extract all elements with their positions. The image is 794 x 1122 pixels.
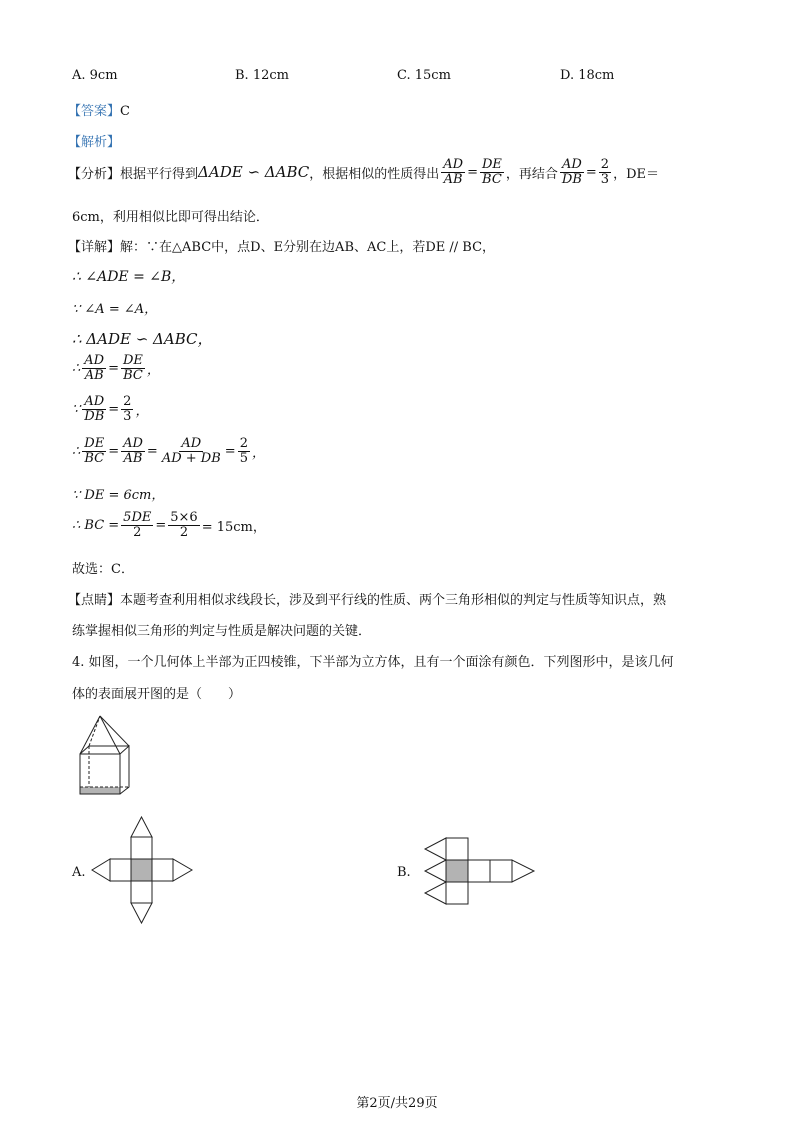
answer-value: C: [120, 104, 130, 119]
equals-sign: =: [108, 443, 120, 459]
step8-suffix: = 15cm，: [201, 519, 266, 535]
step6-frac-2: $\frac{AD}{AB}$: [123, 436, 143, 466]
q4-option-b-label: B.: [397, 865, 411, 880]
equals-sign: =: [108, 360, 119, 376]
fenxi-frac-1: $\frac{AD}{AB}$: [443, 157, 464, 187]
therefore-sign: ∴: [72, 443, 81, 459]
option-d: D. 18cm: [560, 68, 615, 83]
equals-sign: =: [155, 517, 167, 533]
shaded-face: [80, 787, 120, 794]
step-1: ∴ ∠ADE = ∠B，: [72, 269, 186, 285]
equals-sign: =: [224, 443, 236, 459]
fenxi-line-2: 6cm，利用相似比即可得出结论．: [72, 210, 269, 225]
step-4: [72, 354, 160, 382]
equals-sign: =: [108, 401, 120, 417]
fenxi-line: [68, 158, 659, 186]
step6-frac-1: $\frac{DE}{BC}$: [84, 436, 105, 466]
equals-sign: =: [585, 164, 597, 180]
fenxi-text-4: ，DE＝: [613, 166, 659, 182]
comma: ，: [135, 403, 149, 419]
dianjing-label: 【点睛】: [68, 593, 121, 608]
fenxi-label: 【分析】: [68, 166, 121, 182]
step4-frac-1: $\frac{AD}{AB}$: [84, 353, 105, 383]
step5-frac-1: $\frac{AD}{DB}$: [84, 394, 105, 424]
comma: ，: [146, 362, 160, 378]
step6-frac-4: $\frac{2}{5}$: [239, 436, 248, 466]
shaded-square: [131, 859, 152, 881]
answer-label: 【答案】: [68, 104, 121, 119]
step-6: [72, 437, 265, 465]
step-2: ∵ ∠A = ∠A，: [72, 302, 158, 317]
net-option-b: [422, 832, 538, 912]
step-7: ∵ DE = 6cm，: [72, 488, 165, 503]
xiangjie-text: 解：∵在△ABC中，点D、E分别在边AB、AC上，若DE // BC，: [120, 240, 496, 255]
equals-sign: =: [467, 164, 478, 180]
option-a: A. 9cm: [72, 68, 118, 83]
fenxi-text-2: ，根据相似的性质得出: [309, 166, 440, 182]
option-b: B. 12cm: [235, 68, 289, 83]
because-sign: ∵: [72, 401, 81, 417]
choose-line: 故选：C．: [72, 562, 134, 577]
dianjing-line-2: 练掌握相似三角形的判定与性质是解决问题的关键．: [72, 624, 372, 639]
step5-frac-2: $\frac{2}{3}$: [123, 394, 132, 424]
fenxi-text-1: 根据平行得到: [120, 166, 199, 182]
xiangjie-line: [68, 236, 495, 255]
step8-prefix: ∴ BC =: [72, 517, 120, 533]
step-3: ∴ ΔADE ∽ ΔABC，: [72, 330, 213, 348]
option-c: C. 15cm: [397, 68, 451, 83]
q4-option-a-label: A.: [72, 865, 86, 880]
step4-frac-2: $\frac{DE}{BC}$: [123, 353, 143, 383]
step8-frac-1: $\frac{5DE}{2}$: [123, 510, 152, 540]
xiangjie-label: 【详解】: [68, 240, 121, 255]
equals-sign: =: [146, 443, 158, 459]
step6-frac-3: $\frac{AD}{AD + DB}$: [161, 436, 221, 466]
analysis-label: 【解析】: [68, 135, 121, 150]
dianjing-line-1: [68, 589, 666, 608]
solid-figure: [74, 712, 136, 798]
fenxi-frac-2: $\frac{DE}{BC}$: [481, 157, 502, 187]
net-option-a: [90, 815, 196, 925]
shaded-square: [446, 860, 468, 882]
dianjing-text-1: 本题考查利用相似求线段长，涉及到平行线的性质、两个三角形相似的判定与性质等知识点，熟: [120, 593, 667, 608]
fenxi-frac-4: $\frac{2}{3}$: [600, 157, 610, 187]
fenxi-similar: ΔADE ∽ ΔABC: [198, 163, 310, 182]
page-footer: 第2页/共29页: [356, 1096, 438, 1111]
step-5: [72, 395, 148, 423]
therefore-sign: ∴: [72, 360, 81, 376]
answer-line: [68, 100, 130, 119]
step-8: [72, 511, 266, 539]
q4-stem-2: 体的表面展开图的是（ ）: [72, 687, 242, 702]
comma: ，: [251, 445, 265, 461]
fenxi-text-3: ，再结合: [505, 166, 558, 182]
q4-stem-1: 4. 如图，一个几何体上半部为正四棱锥，下半部为立方体，且有一个面涂有颜色．下列图形中，是该几何: [72, 655, 674, 670]
fenxi-frac-3: $\frac{AD}{DB}$: [561, 157, 582, 187]
step8-frac-2: $\frac{5\times 6}{2}$: [170, 510, 198, 540]
